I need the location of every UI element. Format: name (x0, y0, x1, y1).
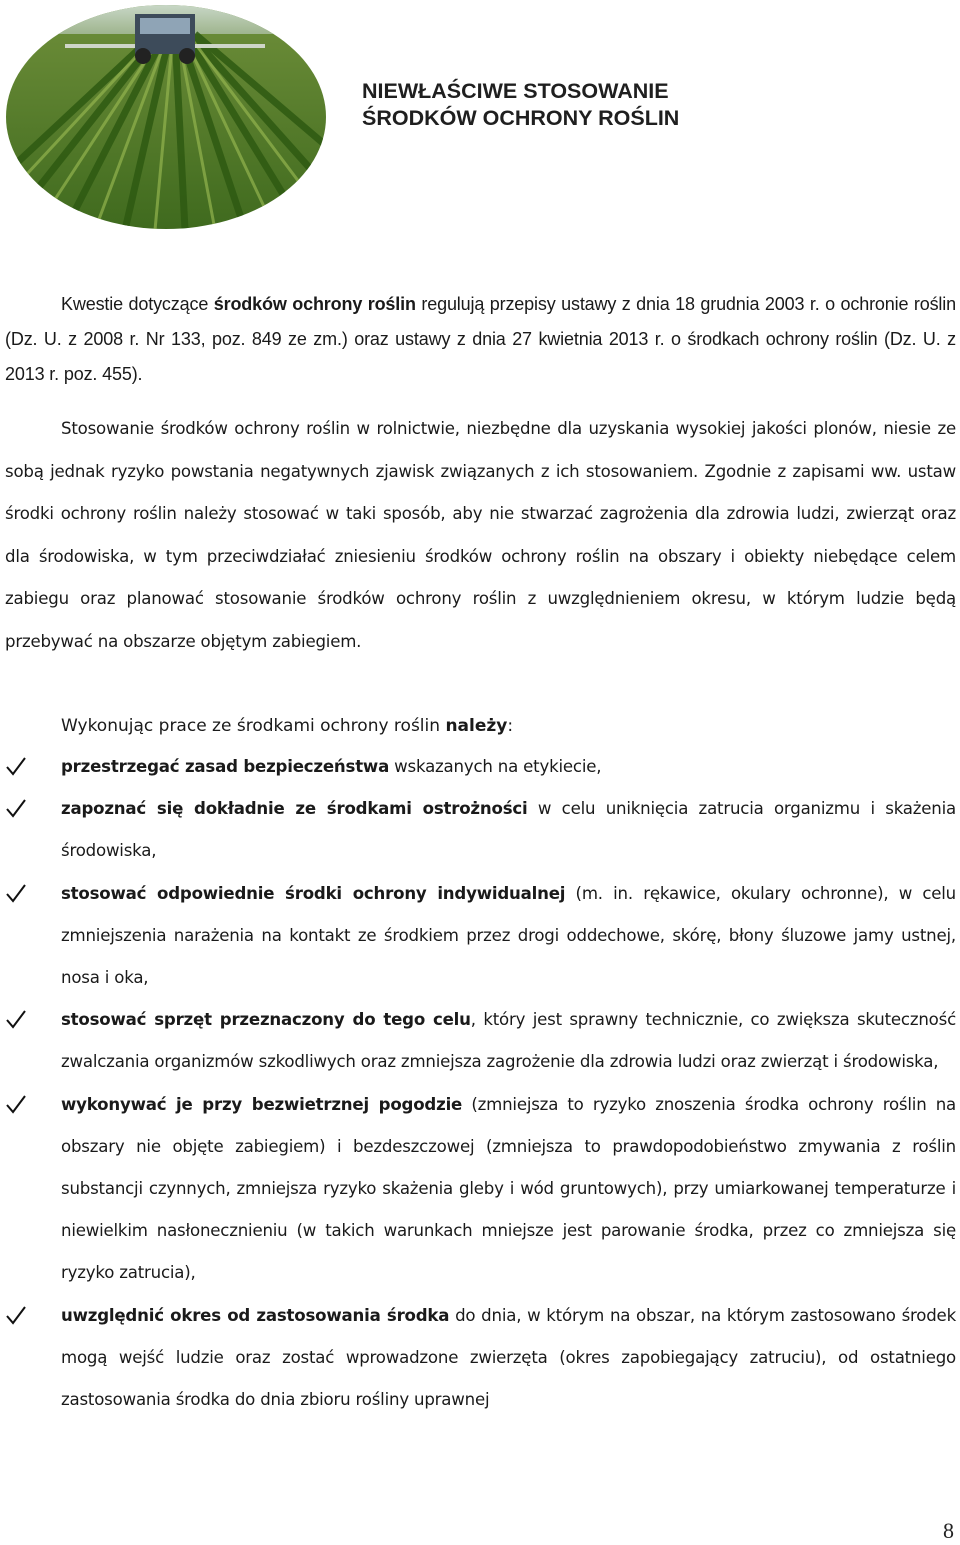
page-number: 8 (943, 1518, 954, 1543)
field-spraying-photo (5, 4, 327, 230)
list-item (5, 1084, 956, 1295)
list-item-text: wskazanych na etykiecie, (389, 757, 602, 776)
list-intro-bold: należy (445, 716, 508, 736)
body-paragraph (5, 408, 956, 663)
intro-text-2: regulują przepisy ustawy z dnia 18 grudnia 2003 r. o ochronie roślin (Dz. U. z 2008 r. Nr 133, poz. 849 ze zm.) oraz ustawy z dnia 27 kwietnia 2013 r. o środkach ochrony roślin (Dz. U. z 2013 r. poz. 455). (5, 294, 956, 384)
list-item-bold: zapoznać się dokładnie ze środkami ostrożności (61, 799, 528, 819)
intro-paragraph (5, 287, 956, 392)
intro-bold: środków ochrony roślin (213, 294, 416, 314)
list-item-text: (zmniejsza to ryzyko znoszenia środka ochrony roślin na obszary nie objęte zabiegiem) i bezdeszczowej (zmniejsza to prawdopodobieństwo zmywania z roślin substancji czynnych, zmniejsza ryzyko skażenia gleby i wód gruntowych), przy umiarkowanej temperaturze i niewielkim nasłonecznieniu (w takich warunkach mniejsze jest parowanie środka, przez co zmniejsza się ryzyko zatrucia), (61, 1094, 957, 1283)
checkmark-icon (5, 999, 27, 1041)
list-item (5, 1295, 956, 1422)
list-item-bold: wykonywać je przy bezwietrznej pogodzie (61, 1094, 463, 1114)
list-item-text: , który jest sprawny technicznie, co zwiększa skuteczność zwalczania organizmów szkodliwych oraz zmniejsza zagrożenie dla zdrowia ludzi oraz zwierząt i środowiska, (61, 1010, 956, 1072)
list-item-bold: uwzględnić okres od zastosowania środka (61, 1305, 450, 1325)
checkmark-icon (5, 1295, 27, 1337)
checklist (5, 746, 956, 1421)
list-intro-text: Wykonując prace ze środkami ochrony roślin (61, 716, 446, 736)
list-item-bold: stosować sprzęt przeznaczony do tego celu (61, 1010, 471, 1030)
list-item-text: (m. in. rękawice, okulary ochronne), w celu zmniejszenia narażenia na kontakt ze środkiem przez drogi oddechowe, skórę, błony śluzowe jamy ustnej, nosa i oka, (61, 883, 957, 988)
list-item (5, 788, 956, 872)
checkmark-icon (5, 746, 27, 788)
list-item-bold: przestrzegać zasad bezpieczeństwa (61, 757, 390, 776)
checkmark-icon (5, 788, 27, 830)
list-item-bold: stosować odpowiednie środki ochrony indywidualnej (61, 883, 566, 903)
list-item (5, 999, 956, 1083)
body-paragraph-text: Stosowanie środków ochrony roślin w rolnictwie, niezbędne dla uzyskania wysokiej jakości plonów, niesie ze sobą jednak ryzyko powstania negatywnych zjawisk związanych z ich stosowaniem. Zgodnie z zapisami ww. ustaw środki ochrony roślin należy stosować w taki sposób, aby nie stwarzać zagrożenia dla zdrowia ludzi, zwierząt oraz dla środowiska, w tym przeciwdziałać zniesieniu środków ochrony roślin na obszary i obiekty niebędące celem zabiegu oraz planować stosowanie środków ochrony roślin z uwzględnieniem okresu, w którym ludzie będą przebywać na obszarze objętym zabiegiem. (5, 419, 956, 651)
list-item (5, 873, 956, 1000)
page-title (362, 78, 782, 132)
checkmark-icon (5, 1084, 27, 1126)
list-intro-suffix: : (507, 716, 514, 736)
list-item-text: do dnia, w którym na obszar, na którym zastosowano środek mogą wejść ludzie oraz zostać wprowadzone zwierzęta (okres zapobiegający zatruciu), od ostatniego zastosowania środka do dnia zbioru rośliny uprawnej (61, 1305, 956, 1410)
title-line-2: ŚRODKÓW OCHRONY ROŚLIN (362, 106, 680, 130)
title-line-1: NIEWŁAŚCIWE STOSOWANIE (362, 79, 669, 103)
list-item (5, 746, 956, 788)
intro-text-1: Kwestie dotyczące (61, 294, 214, 314)
checkmark-icon (5, 873, 27, 915)
list-item-text: w celu uniknięcia zatrucia organizmu i skażenia środowiska, (61, 799, 956, 861)
list-intro (5, 705, 956, 747)
